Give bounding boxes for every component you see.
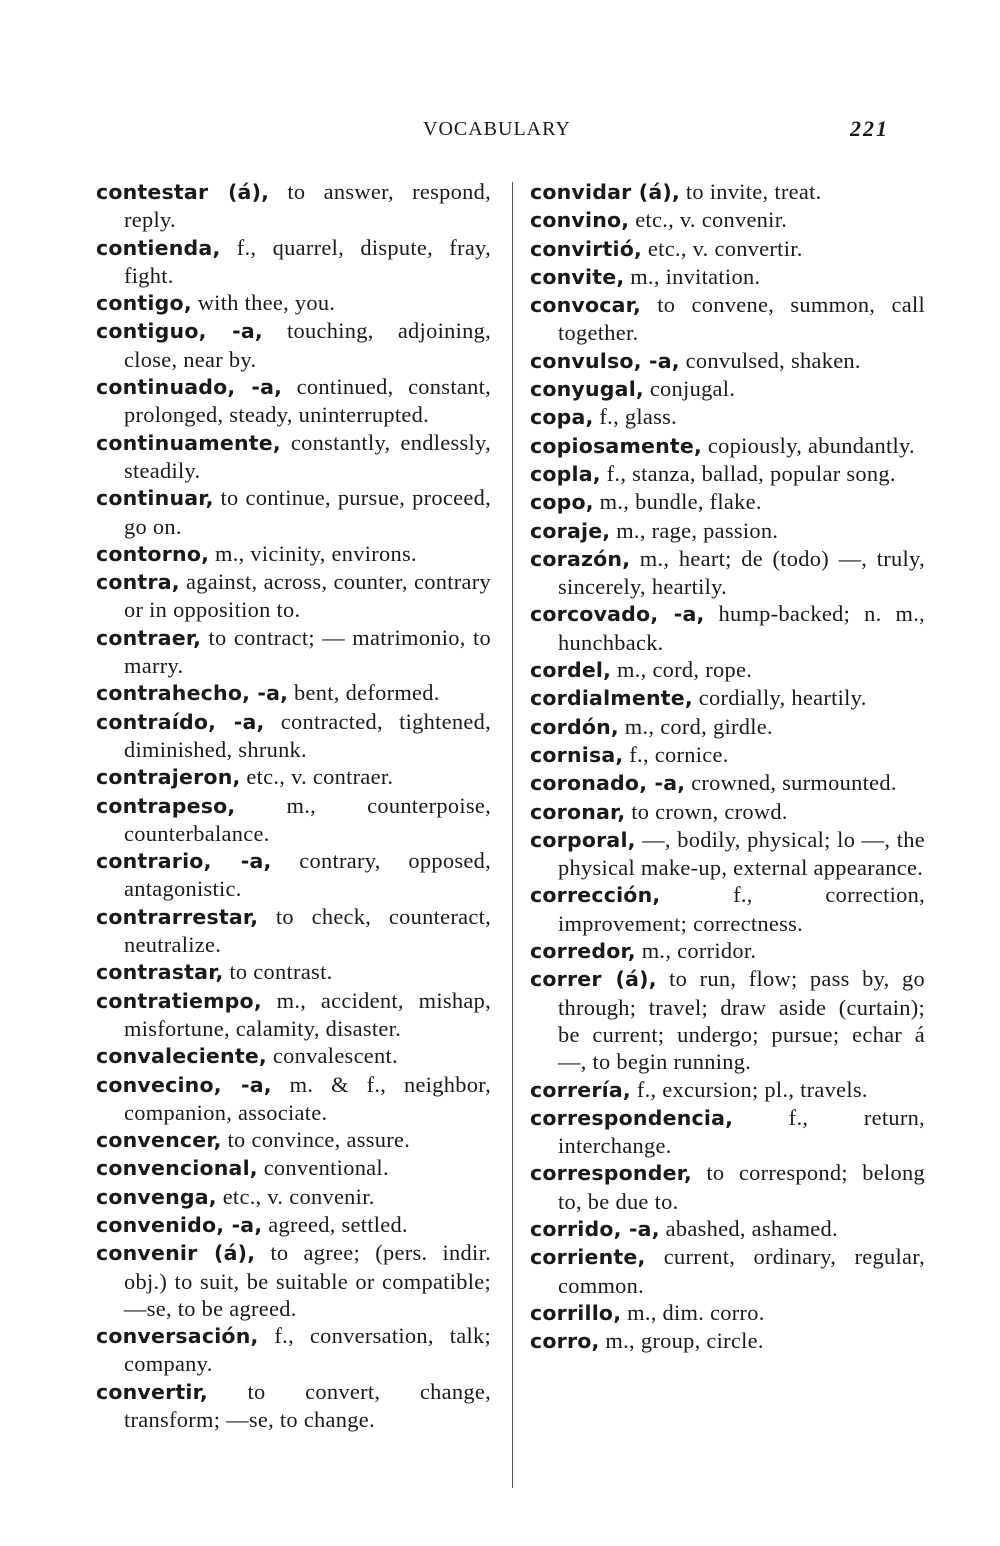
entry-headword: contrarrestar, (96, 904, 259, 929)
vocabulary-entry (530, 600, 925, 656)
entry-definition: to answer, respond, reply. (124, 179, 492, 233)
entry-definition: f., stanza, ballad, popular song. (600, 460, 896, 486)
entry-headword: corrección, (530, 883, 661, 908)
entry-definition: to check, counteract, neutralize. (124, 903, 491, 958)
entry-definition: f., excursion; pl., travels. (630, 1076, 868, 1102)
entry-definition: f., cornice. (623, 741, 729, 767)
vocabulary-entry (530, 713, 925, 741)
entry-definition: to invite, treat. (679, 179, 822, 204)
entry-headword: contrario, -a, (96, 849, 272, 874)
vocabulary-entry (96, 234, 491, 290)
entry-headword: contraer, (96, 625, 202, 650)
entry-headword: convirtió, (530, 236, 643, 261)
entry-definition: f., correction, improvement; correctness. (558, 882, 925, 936)
vocabulary-entry (530, 1327, 925, 1355)
vocabulary-entry (96, 1126, 491, 1154)
entry-definition: to convince, assure. (221, 1127, 411, 1153)
entry-headword: cornisa, (530, 742, 624, 767)
vocabulary-entry (530, 347, 925, 375)
entry-headword: correría, (530, 1077, 631, 1102)
entry-definition: f., glass. (593, 404, 678, 430)
entry-definition: agreed, settled. (262, 1211, 408, 1237)
entry-headword: contienda, (96, 235, 221, 260)
entry-headword: continuado, -a, (96, 375, 283, 400)
entry-headword: corrillo, (530, 1300, 622, 1325)
entry-definition: hump-backed; n. m., hunchback. (558, 601, 926, 655)
entry-definition: to run, flow; pass by, go through; travel; draw aside (curtain); be current; undergo; pursue; echar á —, to begin running. (558, 966, 925, 1075)
entry-headword: corriente, (530, 1245, 646, 1270)
vocabulary-entry (96, 1378, 491, 1434)
entry-headword: coronado, -a, (530, 771, 686, 796)
vocabulary-entry (96, 847, 491, 903)
vocabulary-entry (96, 1211, 491, 1239)
entry-headword: convaleciente, (96, 1044, 267, 1069)
entry-headword: continuamente, (96, 430, 281, 455)
vocabulary-entry (96, 1042, 491, 1070)
vocabulary-entry (530, 684, 925, 712)
vocabulary-entry (530, 545, 925, 601)
vocabulary-entry (530, 1076, 925, 1104)
left-column (96, 178, 491, 1433)
entry-headword: correspondencia, (530, 1105, 734, 1130)
entry-definition: to continue, pursue, proceed, go on. (124, 485, 491, 539)
entry-headword: contorno, (96, 541, 210, 566)
vocabulary-entry (530, 235, 925, 263)
entry-definition: etc., v. contraer. (240, 764, 394, 790)
vocabulary-entry (530, 937, 925, 965)
entry-definition: to convene, summon, call together. (558, 292, 925, 346)
entry-headword: convulso, -a, (530, 348, 680, 373)
vocabulary-entry (96, 1322, 491, 1378)
entry-definition: with thee, you. (191, 290, 336, 316)
entry-definition: convulsed, shaken. (679, 347, 861, 373)
entry-headword: corresponder, (530, 1161, 692, 1186)
entry-definition: m., heart; de (todo) —, truly, sincerely, heartily. (558, 545, 925, 600)
entry-headword: contratiempo, (96, 988, 262, 1013)
entry-definition: conventional. (257, 1155, 389, 1181)
vocabulary-entry (96, 178, 491, 234)
entry-definition: contrary, opposed, antagonistic. (124, 848, 491, 902)
entry-definition: current, ordinary, regular, common. (558, 1244, 925, 1298)
vocabulary-entry (96, 568, 491, 624)
entry-definition: copiously, abundantly. (702, 432, 915, 458)
entry-definition: m., cord, rope. (611, 657, 753, 683)
vocabulary-entry (96, 987, 491, 1043)
entry-definition: m., accident, mishap, misfortune, calamity, disaster. (124, 987, 491, 1041)
entry-headword: contrajeron, (96, 765, 241, 790)
entry-headword: cordialmente, (530, 686, 693, 711)
entry-headword: corro, (530, 1329, 600, 1354)
vocabulary-entry (96, 429, 491, 485)
entry-definition: etc., v. convertir. (642, 235, 803, 261)
entry-headword: continuar, (96, 486, 214, 511)
running-title: VOCABULARY (423, 118, 571, 140)
vocabulary-entry (530, 1104, 925, 1160)
entry-headword: convecino, -a, (96, 1072, 272, 1097)
entry-headword: convino, (530, 208, 630, 233)
entry-definition: f., conversation, talk; company. (124, 1323, 491, 1377)
entry-headword: contrastar, (96, 960, 224, 985)
entry-definition: m. & f., neighbor, companion, associate. (124, 1071, 492, 1125)
entry-definition: conjugal. (643, 376, 736, 402)
entry-headword: copa, (530, 405, 594, 430)
entry-headword: corazón, (530, 546, 631, 571)
vocabulary-entry (530, 741, 925, 769)
vocabulary-entry (96, 540, 491, 568)
entry-definition: m., corridor. (635, 938, 757, 964)
entry-definition: m., vicinity, environs. (209, 540, 417, 566)
entry-definition: abashed, ashamed. (659, 1215, 838, 1241)
entry-definition: m., invitation. (624, 263, 761, 289)
entry-definition: touching, adjoining, close, near by. (124, 318, 491, 372)
vocabulary-entry (530, 1299, 925, 1327)
vocabulary-entry (530, 881, 925, 937)
entry-headword: coraje, (530, 518, 611, 543)
vocabulary-entry (530, 432, 925, 460)
vocabulary-entry (530, 965, 925, 1075)
entry-headword: corredor, (530, 939, 636, 964)
entry-headword: conversación, (96, 1324, 259, 1349)
vocabulary-entry (96, 708, 491, 764)
vocabulary-entry (96, 763, 491, 791)
vocabulary-entry (96, 289, 491, 317)
entry-definition: etc., v. convenir. (216, 1183, 375, 1209)
vocabulary-entry (96, 1154, 491, 1182)
entry-headword: convenido, -a, (96, 1212, 263, 1237)
vocabulary-entry (530, 403, 925, 431)
page-number: 221 (850, 116, 889, 141)
right-column (530, 178, 925, 1355)
vocabulary-entry (530, 826, 925, 882)
entry-definition: to convert, change, transform; —se, to change. (124, 1378, 491, 1433)
vocabulary-entry (530, 1159, 925, 1215)
entry-headword: copo, (530, 490, 594, 515)
entry-definition: m., group, circle. (599, 1328, 764, 1354)
entry-headword: convite, (530, 264, 625, 289)
vocabulary-entry (96, 1239, 491, 1322)
vocabulary-entry (96, 792, 491, 848)
entry-definition: to agree; (pers. indir. obj.) to suit, be suitable or compatible; —se, to be agreed. (124, 1240, 491, 1321)
vocabulary-entry (530, 206, 925, 234)
entry-headword: contestar (á), (96, 180, 270, 204)
entry-headword: corporal, (530, 827, 636, 852)
entry-headword: correr (á), (530, 967, 657, 992)
entry-headword: contraído, -a, (96, 709, 265, 734)
entry-definition: cordially, heartily. (692, 685, 867, 711)
entry-definition: to contrast. (223, 959, 333, 985)
vocabulary-entry (530, 1215, 925, 1243)
entry-headword: convencional, (96, 1156, 258, 1181)
vocabulary-entry (96, 679, 491, 707)
entry-definition: against, across, counter, contrary or in opposition to. (124, 569, 491, 623)
entry-definition: convalescent. (266, 1043, 398, 1069)
entry-headword: convencer, (96, 1128, 222, 1153)
vocabulary-entry (530, 375, 925, 403)
entry-definition: to crown, crowd. (625, 798, 788, 824)
entry-definition: f., return, interchange. (558, 1104, 925, 1159)
entry-headword: convenga, (96, 1184, 217, 1209)
vocabulary-entry (530, 488, 925, 516)
entry-headword: coronar, (530, 799, 626, 824)
entry-definition: etc., v. convenir. (629, 207, 788, 233)
entry-headword: convidar (á), (530, 180, 680, 204)
entry-definition: m., cord, girdle. (618, 713, 773, 739)
entry-definition: continued, constant, prolonged, steady, uninterrupted. (124, 374, 491, 428)
vocabulary-entry (96, 624, 491, 680)
entry-headword: convertir, (96, 1379, 208, 1404)
vocabulary-entry (530, 656, 925, 684)
entry-headword: corcovado, -a, (530, 602, 705, 627)
entry-headword: contrapeso, (96, 793, 236, 818)
vocabulary-entry (530, 178, 925, 206)
entry-headword: contiguo, -a, (96, 319, 263, 344)
entry-headword: copiosamente, (530, 433, 703, 458)
entry-headword: cordón, (530, 714, 619, 739)
entry-headword: convenir (á), (96, 1241, 256, 1266)
vocabulary-entry (96, 484, 491, 540)
vocabulary-entry (530, 1243, 925, 1299)
entry-headword: contrahecho, -a, (96, 681, 289, 706)
entry-definition: m., rage, passion. (610, 517, 779, 543)
column-divider (512, 182, 513, 1488)
entry-headword: cordel, (530, 658, 612, 683)
entry-headword: contra, (96, 570, 180, 595)
entry-definition: m., counterpoise, counterbalance. (124, 792, 491, 846)
vocabulary-entry (530, 517, 925, 545)
vocabulary-entry (530, 263, 925, 291)
entry-definition: crowned, surmounted. (685, 770, 897, 796)
vocabulary-entry (96, 317, 491, 373)
entry-headword: convocar, (530, 293, 641, 318)
entry-headword: contigo, (96, 291, 192, 316)
entry-definition: m., bundle, flake. (593, 489, 762, 515)
entry-definition: contracted, tightened, diminished, shrunk. (124, 708, 491, 762)
vocabulary-entry (530, 769, 925, 797)
entry-definition: bent, deformed. (288, 680, 440, 706)
entry-headword: conyugal, (530, 377, 644, 402)
vocabulary-entry (530, 798, 925, 826)
entry-headword: corrido, -a, (530, 1216, 660, 1241)
entry-headword: copla, (530, 461, 601, 486)
entry-definition: f., quarrel, dispute, fray, fight. (124, 234, 491, 288)
entry-definition: constantly, endlessly, steadily. (124, 429, 491, 483)
entry-definition: to contract; — matrimonio, to marry. (124, 624, 491, 679)
vocabulary-entry (96, 373, 491, 429)
vocabulary-entry (96, 1183, 491, 1211)
vocabulary-entry (96, 903, 491, 959)
page-header (0, 118, 1000, 148)
vocabulary-entry (530, 460, 925, 488)
entry-definition: —, bodily, physical; lo —, the physical make-up, external appearance. (558, 826, 925, 881)
vocabulary-entry (530, 291, 925, 347)
entry-definition: to correspond; belong to, be due to. (558, 1160, 925, 1214)
vocabulary-entry (96, 958, 491, 986)
entry-definition: m., dim. corro. (621, 1299, 765, 1325)
vocabulary-entry (96, 1071, 491, 1127)
